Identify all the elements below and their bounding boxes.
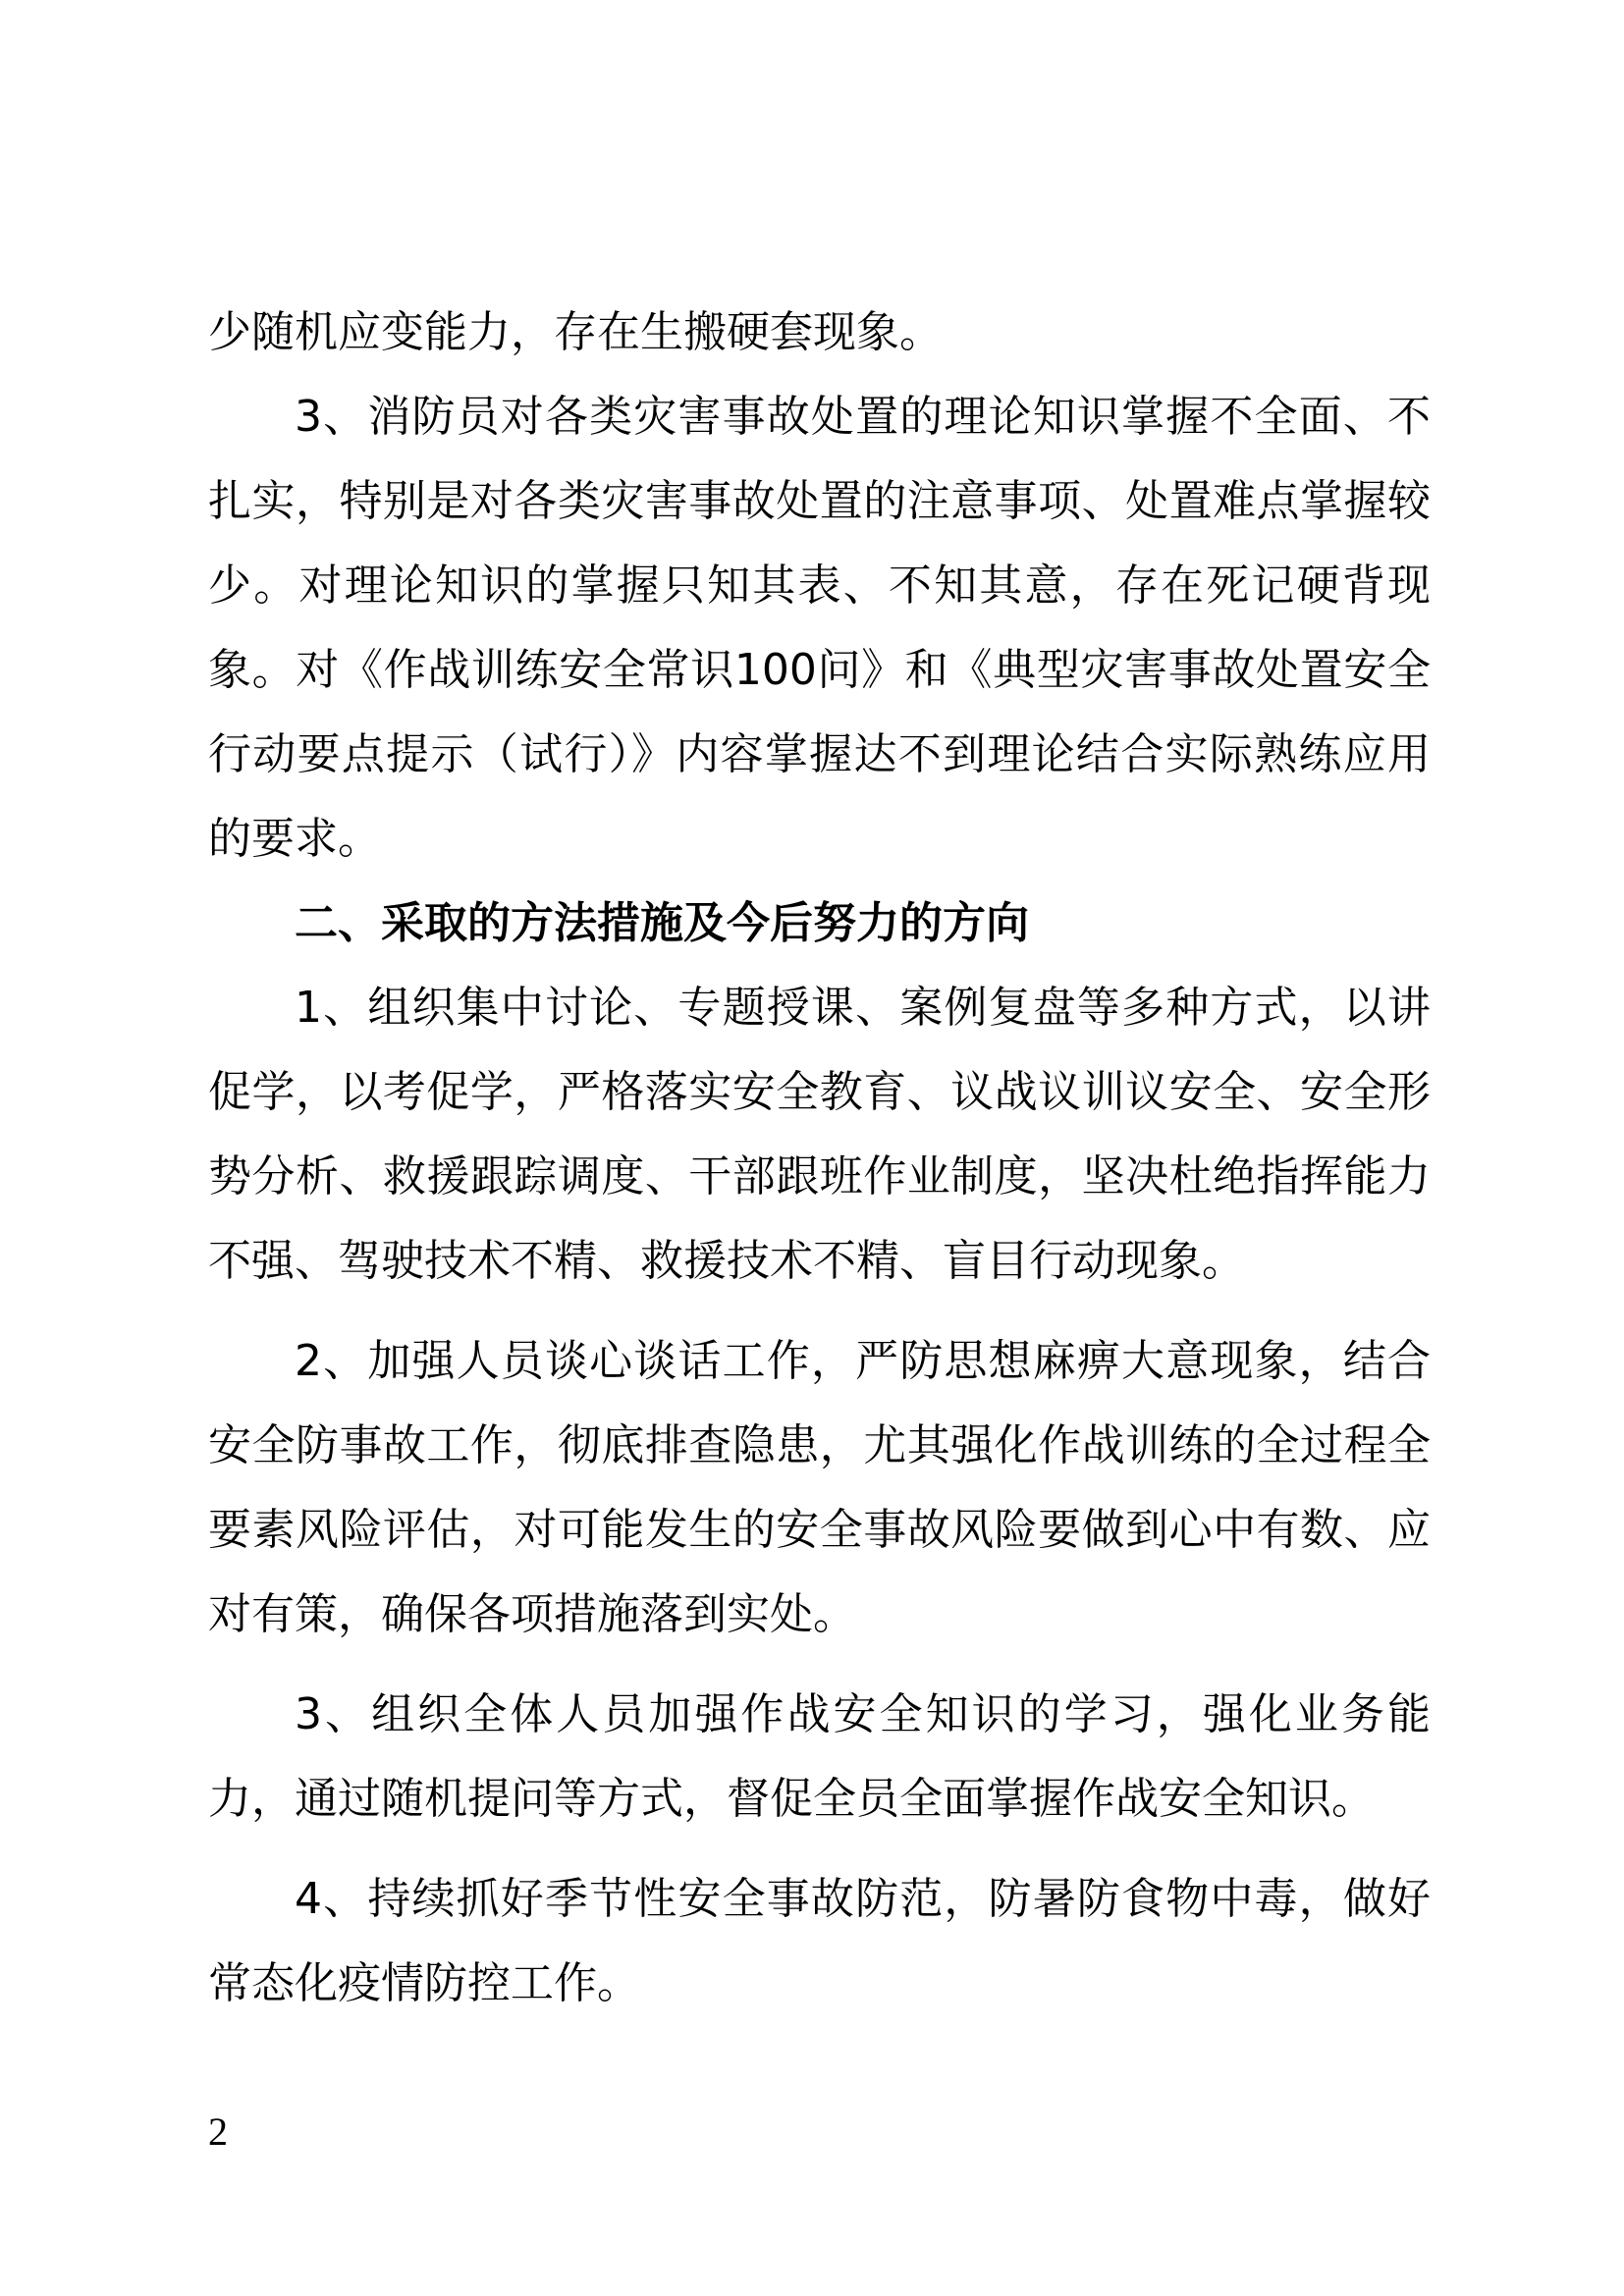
- document-body: [208, 291, 1431, 2026]
- page-number: 2: [208, 2109, 228, 2154]
- paragraph-item-3-theory: 3、消防员对各类灾害事故处置的理论知识掌握不全面、不扎实，特别是对各类灾害事故处置的注意事项、处置难点掌握较少。对理论知识的掌握只知其表、不知其意，存在死记硬背现象。对《作战训练安全常识100问》和《典型灾害事故处置安全行动要点提示（试行）》内容掌握达不到理论结合实际熟练应用的要求。: [208, 392, 1431, 864]
- paragraph-measure-1: 1、组织集中讨论、专题授课、案例复盘等多种方式，以讲促学，以考促学，严格落实安全教育、议战议训议安全、安全形势分析、救援跟踪调度、干部跟班作业制度，坚决杜绝指挥能力不强、驾驶技术不精、救援技术不精、盲目行动现象。: [208, 983, 1431, 1286]
- section-heading-2: 二、采取的方法措施及今后努力的方向: [295, 898, 1029, 948]
- paragraph-measure-2: 2、加强人员谈心谈话工作，严防思想麻痹大意现象，结合安全防事故工作，彻底排查隐患，尤其强化作战训练的全过程全要素风险评估，对可能发生的安全事故风险要做到心中有数、应对有策，确保各项措施落到实处。: [208, 1336, 1431, 1639]
- paragraph-continuation: 少随机应变能力，存在生搬硬套现象。: [208, 307, 943, 357]
- paragraph-measure-4: 4、持续抓好季节性安全事故防范，防暑防食物中毒，做好常态化疫情防控工作。: [208, 1874, 1431, 2008]
- paragraph-measure-3: 3、组织全体人员加强作战安全知识的学习，强化业务能力，通过随机提问等方式，督促全员全面掌握作战安全知识。: [208, 1689, 1431, 1824]
